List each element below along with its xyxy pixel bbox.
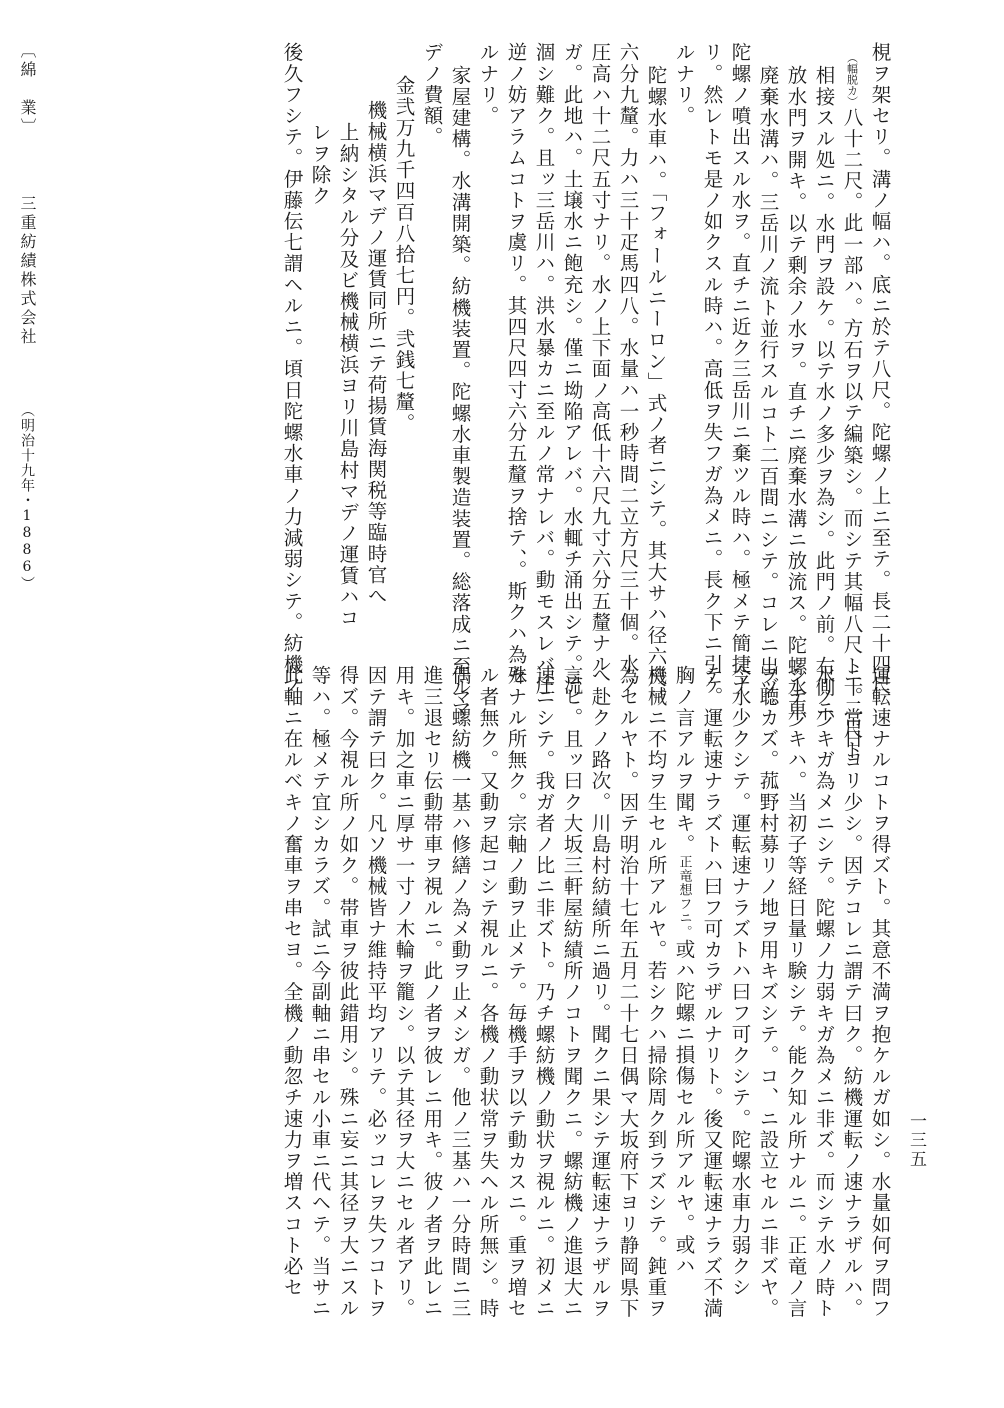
text-line: 用キ。加之車ニ厚サ一寸ノ木輪ヲ籠シ。以テ其径ヲ大ニセル者アリ。 xyxy=(392,665,416,1320)
text-line: 陀螺ノ噴出スル水ヲ。直チニ近ク三岳川ニ棄ツル時ハ。極メテ簡捷ナ xyxy=(728,42,752,697)
text-line: 廃棄水溝ハ。三岳川ノ流ト並行スルコト二百間ニシテ。コレニ出ヅ。 xyxy=(756,65,780,720)
upper-col-09 xyxy=(646,65,666,709)
company-name: 三重紡績株式会社 xyxy=(18,195,37,347)
lower-col-02 xyxy=(842,665,862,1319)
upper-col-22 xyxy=(282,42,302,696)
upper-col-03 xyxy=(814,65,834,719)
upper-col-02 xyxy=(842,52,862,761)
editorial-note: （幅脱カ） xyxy=(845,52,859,107)
text-line: デノ費額。 xyxy=(420,42,444,148)
text-line: 速ニシテ。我ガ者ノ比ニ非ズト。乃チ螺紡機ノ動状ヲ視ルニ。初メニ xyxy=(532,665,556,1320)
text-line: 運転速ナルコトヲ得ズト。其意不満ヲ抱ケルガ如シ。水量如何ヲ問フ xyxy=(868,665,892,1320)
lower-col-03 xyxy=(814,665,834,1319)
section-label: 〔綿 業〕 xyxy=(18,42,37,137)
lower-col-07 xyxy=(702,665,722,1319)
lower-col-11 xyxy=(590,665,610,1319)
upper-col-20 xyxy=(338,122,358,628)
text-line: レヲ除ク xyxy=(308,122,332,207)
year-label: （明治十九年・1886） xyxy=(19,403,35,591)
text-line: 上納シタル分及ビ機械横浜ヨリ川島村マデノ運賃ハコ xyxy=(336,122,360,629)
text-line: 為セルヤト。因テ明治十七年五月二十七日偶マ大坂府下ヨリ静岡県下 xyxy=(616,665,640,1320)
upper-col-15 xyxy=(478,42,498,126)
text-line: 因テ謂テ曰ク。凡ソ機械皆ナ維持平均アリテ。必ッコレヲ失フコトヲ xyxy=(364,665,388,1320)
running-footer xyxy=(16,42,39,591)
lower-col-04 xyxy=(786,665,806,1319)
lower-col-09 xyxy=(646,665,666,1319)
lower-col-22 xyxy=(282,665,302,1298)
text-line: 殊ナル所無ク。宗軸ノ動ヲ止メテ。毎機手ヲ以テ動カスニ。重ヲ増セ xyxy=(504,665,528,1320)
upper-col-08 xyxy=(674,42,694,126)
lower-col-08 xyxy=(674,665,694,1277)
lower-col-21 xyxy=(310,665,330,1319)
page-number: 一三五 xyxy=(906,1112,926,1169)
lower-col-20 xyxy=(338,665,358,1319)
upper-col-05 xyxy=(758,65,778,719)
text-line: 機械横浜マデノ運賃同所ニテ荷揚賃海関税等臨時官へ xyxy=(364,100,388,607)
text-line: 陀螺水車ハ。「フォールニーロン」式ノ者ニシテ。其大サハ径六尺。 xyxy=(644,65,668,710)
text-line: 等ハ。極メテ宜シカラズ。試ニ今副軸ニ串セル小車ニ代ヘテ。当サニ xyxy=(308,665,332,1320)
upper-col-06 xyxy=(730,42,750,696)
lower-col-10 xyxy=(618,665,638,1319)
lower-col-18 xyxy=(394,665,414,1319)
lower-col-06 xyxy=(730,665,750,1298)
lower-col-17 xyxy=(422,665,442,1319)
upper-col-18 xyxy=(394,75,414,434)
upper-col-14 xyxy=(506,42,526,686)
text-line: ルナリ。 xyxy=(672,42,696,127)
upper-col-04 xyxy=(786,65,806,719)
lower-col-15 xyxy=(478,665,498,1319)
text-line: 逆ノ妨アラムコトヲ虞リ。其四尺四寸六分五釐ヲ捨テ、。斯クハ為セ xyxy=(504,42,528,687)
upper-col-13 xyxy=(534,42,554,696)
text-line: 放水門ヲ開キ。以テ剰余ノ水ヲ。直チニ廃棄水溝ニ放流ス。陀螺水車 xyxy=(784,65,808,720)
lower-col-16 xyxy=(450,665,470,1319)
upper-col-01 xyxy=(870,42,890,696)
text-line: シテ少キハ。当初子等経日量リ験シテ。能ク知ル所ナルニ。正竜ノ言 xyxy=(784,665,808,1320)
text-line: 胸ノ言アルヲ聞キ。 xyxy=(672,665,696,855)
text-line: 相接スル処ニ。水門ヲ設ケ。以テ水ノ多少ヲ為シ。此門ノ前。右側ニ xyxy=(812,65,836,720)
lower-col-12 xyxy=(562,665,582,1319)
text-line: へ赴クノ路次。川島村紡績所ニ過リ。聞クニ果シテ運転速ナラザルヲ xyxy=(588,665,612,1320)
text-line: 梘ヲ架セリ。溝ノ幅ハ。底ニ於テ八尺。陀螺ノ上ニ至テ。長二十四尺 xyxy=(868,42,892,697)
text-line: ルナリ。 xyxy=(476,42,500,127)
upper-col-16 xyxy=(450,65,470,719)
text-line: 偶マ螺紡機一基ハ修繕ノ為メ動ヲ止メシガ。他ノ三基ハ一分時間ニ三 xyxy=(448,665,472,1320)
text-line: 水ノ少キガ為メニシテ。陀螺ノ力弱キガ為メニ非ズ。而シテ水ノ時ト xyxy=(812,665,836,1320)
text-line: ヲ聴カズ。菰野村募リノ地ヲ用キズシテ。コ、ニ設立セルニ非ズヤ。 xyxy=(756,665,780,1320)
text-line: 金弐万九千四百八拾七円。弐銭七釐。 xyxy=(392,75,416,434)
text-line: テ。運転速ナラズトハ曰フ可カラザルナリト。後又運転速ナラズ不満 xyxy=(700,665,724,1320)
inline-note: 正竜想フニ。 xyxy=(676,854,692,939)
upper-col-10 xyxy=(618,42,638,696)
text-line: 圧高ハ十二尺五寸ナリ。水ノ上下面ノ高低十六尺九寸六分五釐ナル xyxy=(588,42,612,675)
text-line: 涸シ難ク。且ッ三岳川ハ。洪水暴カニ至ルノ常ナレバ。動モスレバ圧 xyxy=(532,42,556,697)
text-line: ル者無ク。又動ヲ起コシテ視ルニ。各機ノ動状常ヲ失ヘル所無シ。時 xyxy=(476,665,500,1320)
upper-col-17 xyxy=(422,42,442,148)
upper-col-19 xyxy=(366,100,386,606)
upper-col-21 xyxy=(310,122,330,206)
text-line: 後久フシテ。伊藤伝七謂ヘルニ。頃日陀螺水車ノ力減弱シテ。紡機ノ xyxy=(280,42,304,697)
text-line: 言ヒ。且ッ曰ク大坂三軒屋紡績所ノコトヲ聞クニ。螺紡機ノ進退大ニ xyxy=(560,665,584,1320)
text-line: 家屋建構。水溝開築。紡機装置。陀螺水車製造装置。総落成ニ至ルマ xyxy=(448,65,472,720)
text-line: 機械ニ不均ヲ生セル所アルヤ。若シクハ掃除周ク到ラズシテ。鈍重ヲ xyxy=(644,665,668,1320)
lower-col-05 xyxy=(758,665,778,1319)
text-line: 或ハ陀螺ニ損傷セル所アルヤ。或ハ xyxy=(672,938,696,1277)
text-line: 得ズ。今視ル所ノ如ク。帯車ヲ彼此錯用シ。殊ニ妄ニ其径ヲ大ニスル xyxy=(336,665,360,1320)
upper-col-11 xyxy=(590,42,610,675)
text-line: リ。然レトモ是ノ如クスル時ハ。高低ヲ失フガ為メニ。長ク下ニ引ケ xyxy=(700,42,724,697)
text-line: 六分九釐。力ハ三十疋馬四八。水量ハ一秒時間二立方尺三十個。水ノ xyxy=(616,42,640,697)
text-line: 進三退セリ伝動帯車ヲ視ルニ。此ノ者ヲ彼レニ用キ。彼ノ者ヲ此レニ xyxy=(420,665,444,1320)
lower-col-19 xyxy=(366,665,386,1319)
text-line: ニ。常日ヨリ少シ。因テコレニ謂テ曰ク。紡機運転ノ速ナラザルハ。 xyxy=(840,665,864,1320)
text-line: 八十二尺。此一部ハ。方石ヲ以テ編築シ。而シテ其幅八尺ト十二尺ト xyxy=(840,107,864,762)
text-line: ガ。此地ハ。土壌水ニ飽充シ。僅ニ坳陥アレバ。水輒チ涌出シテ。流 xyxy=(560,42,584,697)
text-line: 今水少クシテ。運転速ナラズトハ曰フ可クシテ。陀螺水車力弱クシ xyxy=(728,665,752,1298)
upper-col-07 xyxy=(702,42,722,696)
lower-col-13 xyxy=(534,665,554,1319)
text-line: 此軸ニ在ルベキノ奮車ヲ串セヨ。全機ノ動忽チ速力ヲ増スコト必セ xyxy=(280,665,304,1298)
lower-col-14 xyxy=(506,665,526,1319)
upper-col-12 xyxy=(562,42,582,696)
lower-col-01 xyxy=(870,665,890,1319)
